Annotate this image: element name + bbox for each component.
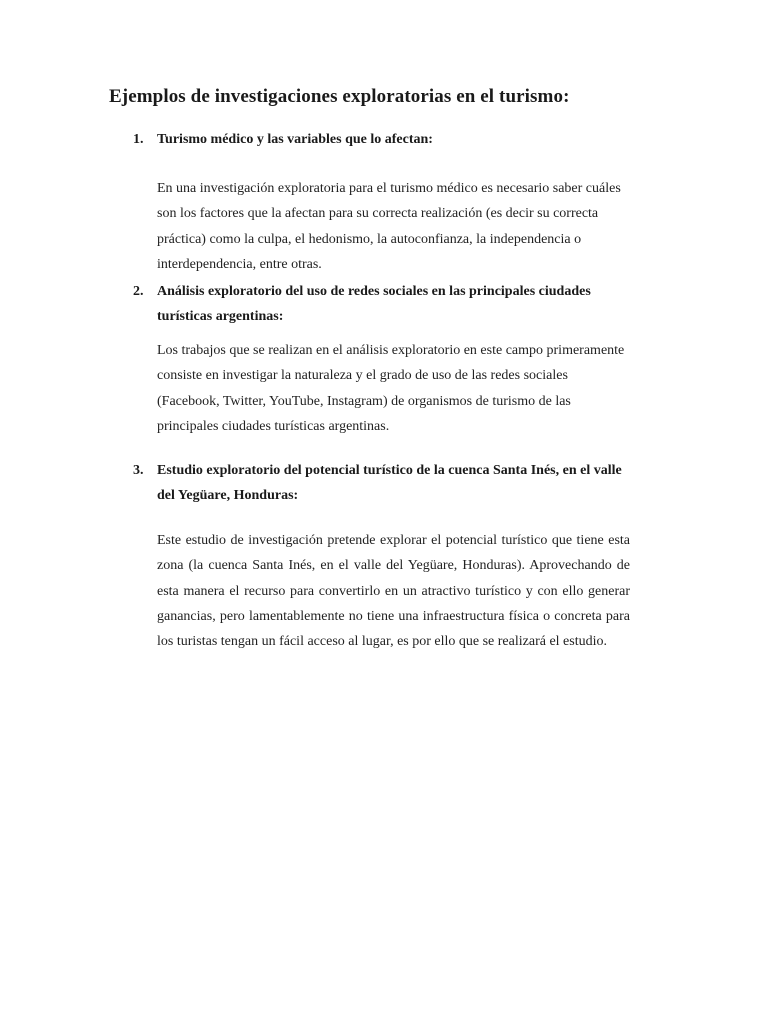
item-2-heading: Análisis exploratorio del uso de redes sociales en las principales ciudades turísticas argentinas: bbox=[157, 284, 591, 324]
item-3-body: Este estudio de investigación pretende explorar el potencial turístico que tiene esta zona (la cuenca Santa Inés, en el valle del Yegüare, Honduras). Aprovechando de esta manera el recurso para convertirlo en un atractivo turístico y con ello generar ganancias, pero lamentablemente no tiene una infraestructura física o concreta para los turistas tengan un fácil acceso al lugar, es por ello que se realizará el estudio. bbox=[157, 533, 630, 650]
item-2-number: 2. bbox=[133, 284, 144, 299]
item-3-number: 3. bbox=[133, 463, 144, 478]
item-2-body: Los trabajos que se realizan en el análisis exploratorio en este campo primeramente consiste en investigar la naturaleza y el grado de uso de las redes sociales (Facebook, Twitter, YouTube, Instagram) de organismos de turismo de las principales ciudades turísticas argentinas. bbox=[157, 343, 625, 434]
item-3-heading: Estudio exploratorio del potencial turístico de la cuenca Santa Inés, en el valle del Yegüare, Honduras: bbox=[157, 463, 622, 503]
item-1-heading: Turismo médico y las variables que lo afectan: bbox=[157, 132, 433, 147]
item-1-body: En una investigación exploratoria para el turismo médico es necesario saber cuáles son los factores que la afectan para su correcta realización (es decir su correcta práctica) como la culpa, el hedonismo, la autoconfianza, la independencia o interdependencia, entre otras. bbox=[157, 181, 621, 272]
item-1-number: 1. bbox=[133, 132, 144, 147]
document-title: Ejemplos de investigaciones exploratorias en el turismo: bbox=[109, 86, 570, 107]
